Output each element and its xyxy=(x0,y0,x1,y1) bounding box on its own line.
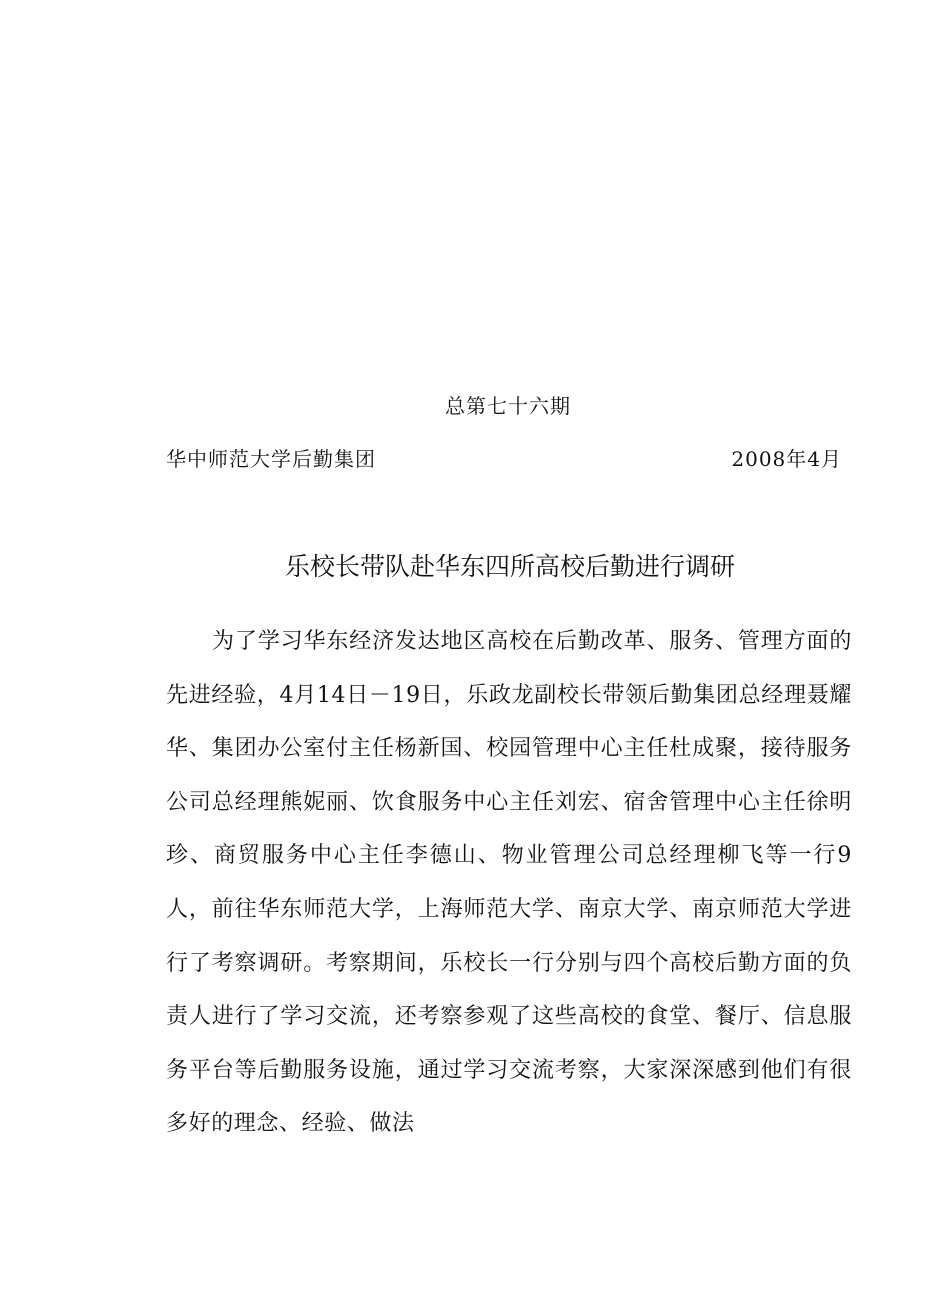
issue-number: 总第七十六期 xyxy=(445,394,571,418)
publisher-name: 华中师范大学后勤集团 xyxy=(166,447,376,471)
article-title: 乐校长带队赴华东四所高校后勤进行调研 xyxy=(284,552,735,581)
publication-info-row xyxy=(166,445,842,473)
article-body-paragraph: 为了学习华东经济发达地区高校在后勤改革、服务、管理方面的先进经验，4月14日－19日，乐政龙副校长带领后勤集团总经理聂耀华、集团办公室付主任杨新国、校园管理中心主任杜成聚，接待服务公司总经理熊妮丽、饮食服务中心主任刘宏、宿舍管理中心主任徐明珍、商贸服务中心主任李德山、物业管理公司总经理柳飞等一行9人，前往华东师范大学，上海师范大学、南京大学、南京师范大学进行了考察调研。考察期间，乐校长一行分别与四个高校后勤方面的负责人进行了学习交流，还考察参观了这些高校的食堂、餐厅、信息服务平台等后勤服务设施，通过学习交流考察，大家深深感到他们有很多好的理念、经验、做法 xyxy=(166,629,852,1137)
publication-date: 2008年4月 xyxy=(731,447,842,471)
